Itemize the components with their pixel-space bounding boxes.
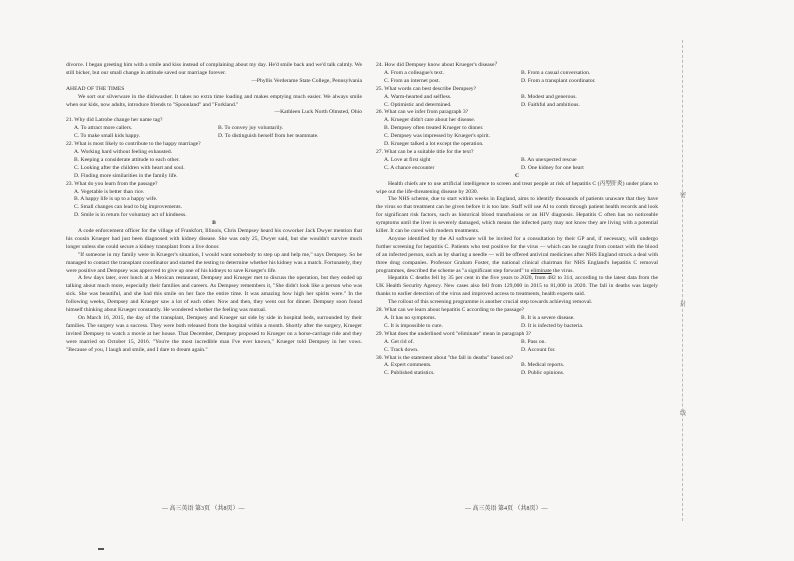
option-30c[interactable]: C. Published statistics. (384, 370, 435, 377)
option-30b[interactable]: B. Medical reports. (521, 362, 565, 369)
question-25-options (376, 94, 658, 110)
signature-1: —Phyllis Verderame State College, Pennsylvania (251, 77, 362, 84)
option-22d[interactable]: D. Finding more similarities in the family life. (74, 172, 178, 179)
passage-b-paragraph-1: A code enforcement officer for the village of Frankfort, Illinois, Chris Dempsey heard his coworker Jack Dwyer mention that his cousin Krueger had just been diagnosed with kidney disease. She was only 25, Dwyer said, but she wouldn't survive much longer unless she could secure a kidney transplant from a live donor. (66, 228, 362, 250)
option-26d[interactable]: D. Krueger talked a lot except the operation. (384, 141, 484, 148)
option-26b[interactable]: B. Dempsey often treated Krueger to dinner. (384, 125, 484, 132)
passage-c-paragraph-2: The NHS scheme, due to start within weeks in England, aims to identify thousands of patients unaware that they have the virus so that treatment can be given before it is too late. Staff will use AI to comb through patient health records and look for significant risk factors, such as historical blood transfusions or an HIV diagnosis. Hepatitis C often has no noticeable symptoms until the liver is severely damaged, which means the infected party may not know they are living with a potential killer. It can be cured with modern treatments. (376, 196, 658, 235)
question-28: 28. What can we learn about hepatitis C according to the passage? (376, 307, 525, 314)
option-28c[interactable]: C. It is impossible to cure. (384, 322, 443, 329)
question-25: 25. What words can best describe Dempsey? (376, 85, 477, 92)
option-28a[interactable]: A. It has no symptoms. (384, 315, 436, 321)
option-30a[interactable]: A. Expert comments. (384, 362, 432, 369)
option-22b[interactable]: B. Keeping a considerate attitude to each other. (74, 156, 180, 163)
option-25a[interactable]: A. Warm-hearted and selfless. (384, 93, 452, 100)
passage-a-ending: divorce. I began greeting him with a smile and kiss instead of complaining about my day. He'd smile back and we'd talk calmly. We still bicker, but our small change in attitude saved our marriage forever. (66, 62, 362, 76)
page-4-footer: — 高三英语 第4页 （共8页）— (465, 506, 548, 512)
page-3-footer: — 高三英语 第3页 （共8页）— (162, 506, 245, 512)
option-24a[interactable]: A. From a colleague's text. (384, 69, 445, 76)
underlined-word-eliminate: eliminate (530, 267, 552, 274)
option-28b[interactable]: B. It is a severe disease. (521, 315, 575, 321)
question-22-options (66, 149, 362, 181)
question-29-options (376, 339, 658, 355)
question-21: 21. Why did Latrobe change her name tag? (66, 117, 163, 124)
passage-c-paragraph-1: Health chiefs are to use artificial intelligence to screen and treat people at risk of hepatitis C (丙型肝炎) under plans to wipe out the life-threatening disease by 2030. (376, 180, 658, 195)
option-24b[interactable]: B. From a casual conversation. (521, 69, 591, 76)
option-23d[interactable]: D. Smile is in return for voluntary act of kindness. (74, 212, 187, 219)
option-21c[interactable]: C. To make small kids happy. (74, 133, 141, 140)
option-25d[interactable]: D. Faithful and ambitious. (521, 101, 580, 108)
story-ahead-text: We sort our silverware in the dishwasher. It takes no extra time loading and makes emptying much easier. We always smile when our kids, now adults, introduce friends to "Spoonland" and "Forkland." (66, 93, 362, 108)
option-25b[interactable]: B. Modest and generous. (521, 93, 577, 100)
option-24d[interactable]: D. From a transplant coordinator. (521, 77, 596, 84)
option-27b[interactable]: B. An unexpected rescue (521, 156, 577, 163)
option-27d[interactable]: D. One kidney for one heart (521, 164, 584, 171)
option-21a[interactable]: A. To attract more callers. (74, 125, 133, 132)
option-28d[interactable]: D. It is infected by bacteria. (521, 322, 584, 329)
question-22: 22. What is most likely to contribute to the happy marriage? (66, 141, 201, 148)
option-24c[interactable]: C. From an internet post. (384, 77, 440, 84)
passage-b-paragraph-2: "If someone in my family were in Krueger's situation, I would want somebody to step up and help me," says Dempsey. So he managed to contact the transplant coordinator and started the testing to determine whether his kidney was a match. Fortunately, they were positive and Dempsey was approved to give up one of his kidneys to save Krueger's life. (66, 251, 362, 274)
question-29: 29. What does the underlined word "eliminate" mean in paragraph 3? (376, 330, 531, 337)
option-29a[interactable]: A. Get rid of. (384, 338, 414, 345)
question-28-options (376, 315, 658, 331)
option-22c[interactable]: C. Looking after the children with heart and soul. (74, 164, 185, 171)
binding-label-line: 线 (679, 411, 686, 417)
story-title-ahead-of-the-times: AHEAD OF THE TIMES (66, 85, 125, 92)
passage-b-paragraph-3: A few days later, over lunch at a Mexican restaurant, Dempsey and Krueger met to discuss the operation, but they ended up talking about much more, especially their families and careers. As Dempsey remembers it, "She didn't look like a person who was sick. She was beautiful, and she had this smile on her face the entire time. It was amazing how high her spirits were." In the following weeks, Dempsey and Krueger saw a lot of each other. Now and then, they went out for dinner. Dempsey soon found himself thinking about Krueger constantly. He wondered whether the feeling was mutual. (66, 275, 362, 314)
option-21b[interactable]: B. To convey joy voluntarily. (218, 125, 284, 132)
option-30d[interactable]: D. Public opinions. (521, 370, 565, 377)
scan-mark (98, 548, 104, 550)
passage-c-paragraph-3 (376, 236, 658, 276)
option-29b[interactable]: B. Pass on. (521, 338, 546, 345)
option-21d[interactable]: D. To distinguish herself from her teammate. (218, 133, 319, 140)
question-27-options (376, 157, 658, 173)
passage-b-paragraph-4: On March 16, 2015, the day of the transplant, Dempsey and Krueger sat side by side in hospital beds, surrounded by their families. The surgery was a success. They were both released from the hospital within a month. Shortly after the surgery, Krueger invited Dempsey to watch a movie at her house. That December, Dempsey proposed to Krueger on a horse-carriage ride and they were married on October 15, 2016. "You're the most incredible man I've ever known," Krueger told Dempsey in her vows. "Because of you, I laugh and smile, and I dare to dream again." (66, 315, 362, 353)
option-25c[interactable]: C. Optimistic and determined. (384, 101, 452, 108)
section-c-heading: C (514, 172, 520, 179)
option-29d[interactable]: D. Account for. (521, 346, 556, 353)
option-27a[interactable]: A. Love at first sight (384, 156, 431, 163)
question-27: 27. What can be a suitable title for the text? (376, 148, 474, 155)
question-30: 30. What is the statement about "the fall in deaths" based on? (376, 354, 514, 361)
option-29c[interactable]: C. Track down. (384, 346, 419, 353)
left-column (66, 62, 362, 355)
passage-c-paragraph-4: Hepatitis C deaths fell by 35 per cent in the five years to 2020, from 482 to 314, according to the latest data from the UK Health Security Agency. New cases also fell from 129,000 in 2015 to 81,000 in 2020. The fall in deaths was largely thanks to earlier detection of the virus and improved access to treatments, health experts said. (376, 275, 658, 298)
binding-label-seal-2: 封 (679, 302, 686, 308)
right-column (376, 62, 658, 378)
passage-c-paragraph-5: The rollout of this screening programme is another crucial step towards achieving removal. (388, 299, 593, 306)
option-23c[interactable]: C. Small changes can lead to big improvements. (74, 204, 182, 211)
option-22a[interactable]: A. Working hard without feeling exhausted. (74, 148, 173, 155)
binding-labels (678, 190, 688, 417)
question-21-options (66, 125, 362, 141)
question-24: 24. How did Dempsey know about Krueger's disease？ (376, 62, 501, 68)
passage-c-paragraph-3-end: the virus. (553, 267, 574, 274)
question-26: 26. What can we infer from paragraph 3? (376, 109, 469, 116)
question-23: 23. What do you learn from the passage? (66, 180, 158, 187)
option-23a[interactable]: A. Vegetable is better than rice. (74, 188, 145, 195)
question-24-options (376, 70, 658, 86)
option-23b[interactable]: B. A happy life is up to a happy wife. (74, 196, 158, 203)
passage-c-paragraph-3-text: Anyone identified by the AI software will be invited for a consultation by their GP and, if necessary, will undergo further screening for hepatitis C. Patients who test positive for the virus — which can be caught from contact with the blood of an infected person, such as by sharing a needle — will be offered antiviral medicines after NHS England struck a deal with three drug companies. Professor Graham Foster, the national clinical chairman for NHS England's hepatitis C removal programmes, described the scheme as "a significant step forward" to (376, 235, 658, 274)
section-b-heading: B (212, 220, 216, 227)
option-27c[interactable]: C. A chance encounter (384, 164, 435, 171)
binding-label-seal-1: 密 (679, 193, 686, 199)
question-26-options (376, 117, 658, 149)
question-23-options (66, 189, 362, 221)
option-26c[interactable]: C. Dempsey was impressed by Krueger's spirit. (384, 133, 491, 140)
question-30-options (376, 362, 658, 378)
signature-2: —Kathleen Luck North Olmsted, Ohio (274, 109, 362, 116)
option-26a[interactable]: A. Krueger didn't care about her disease. (384, 117, 476, 124)
